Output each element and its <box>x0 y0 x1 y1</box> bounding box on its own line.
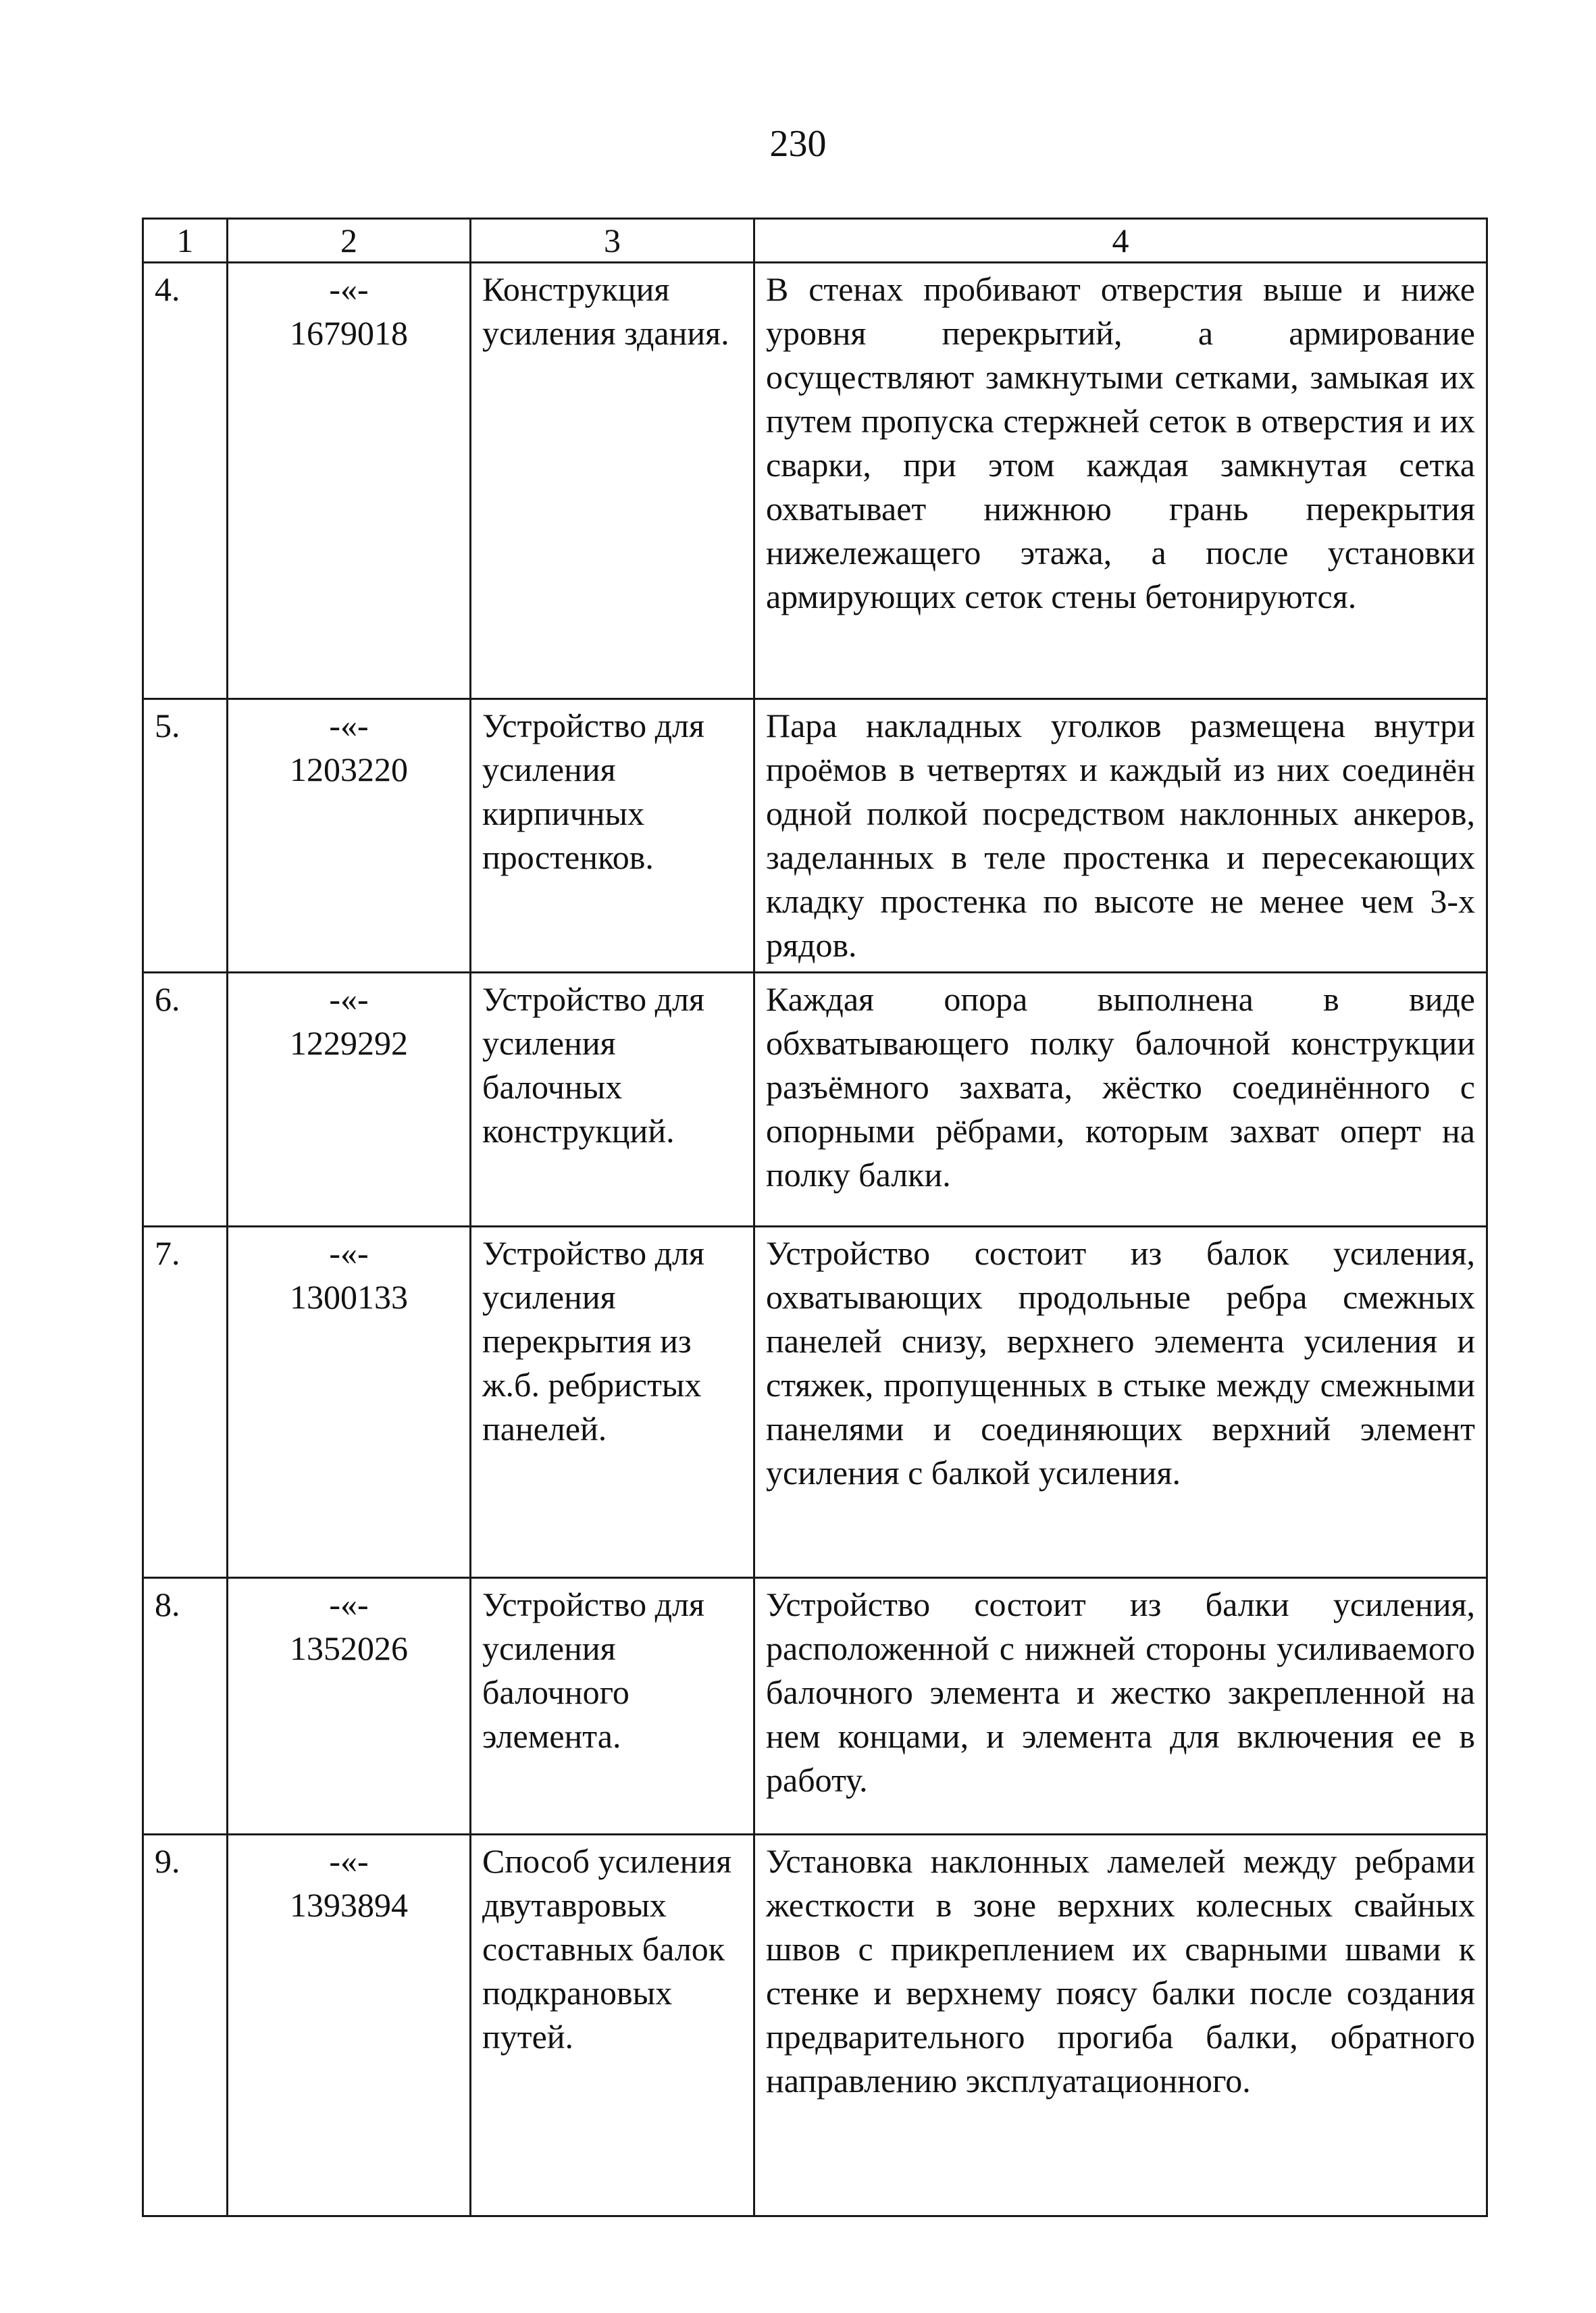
row-number: 7. <box>143 1227 228 1578</box>
invention-description: В стенах пробивают отверстия выше и ниже уровня перекрытий, а армирование осуществляют замкнутыми сетками, замыкая их путем пропуска стержней сеток в отверстия и их сварки, при этом каждая замкнутая сетка охватывает нижнюю грань перекрытия нижележащего этажа, а после установки армирующих сеток стены бетонируются. <box>754 263 1487 699</box>
row-number: 8. <box>143 1578 228 1835</box>
header-col-2: 2 <box>228 219 471 263</box>
table-row <box>143 1578 1487 1835</box>
invention-name: Устройство для усиления балочных конструкций. <box>471 973 754 1227</box>
header-col-4: 4 <box>754 219 1487 263</box>
patent-cell <box>228 1578 471 1835</box>
row-number: 6. <box>143 973 228 1227</box>
patent-cell <box>228 1835 471 2216</box>
invention-name: Способ усиления двутавровых составных балок подкрановых путей. <box>471 1835 754 2216</box>
row-number: 5. <box>143 699 228 973</box>
ditto-mark: -«- <box>329 1842 369 1880</box>
invention-name: Устройство для усиления балочного элемента. <box>471 1578 754 1835</box>
header-col-3: 3 <box>471 219 754 263</box>
table-row <box>143 263 1487 699</box>
table-row <box>143 1835 1487 2216</box>
patent-cell <box>228 1227 471 1578</box>
invention-name: Конструкция усиления здания. <box>471 263 754 699</box>
ditto-mark: -«- <box>329 270 369 308</box>
invention-description: Устройство состоит из балок усиления, охватывающих продольные ребра смежных панелей снизу, верхнего элемента усиления и стяжек, пропущенных в стыке между смежными панелями и соединяющих верхний элемент усиления с балкой усиления. <box>754 1227 1487 1578</box>
invention-description: Устройство состоит из балки усиления, расположенной с нижней стороны усиливаемого балочного элемента и жестко закрепленной на нем концами, и элемента для включения ее в работу. <box>754 1578 1487 1835</box>
invention-description: Установка наклонных ламелей между ребрами жесткости в зоне верхних колесных свайных швов с прикреплением их сварными швами к стенке и верхнему поясу балки после создания предварительного прогиба балки, обратного направлению эксплуатационного. <box>754 1835 1487 2216</box>
ditto-mark: -«- <box>329 980 369 1018</box>
row-number: 9. <box>143 1835 228 2216</box>
ditto-mark: -«- <box>329 707 369 744</box>
table-row <box>143 1227 1487 1578</box>
patent-number: 1352026 <box>290 1629 408 1667</box>
ditto-mark: -«- <box>329 1585 369 1623</box>
invention-name: Устройство для усиления кирпичных простенков. <box>471 699 754 973</box>
table-header-row <box>143 219 1487 263</box>
page-number: 230 <box>769 123 827 165</box>
table-row <box>143 699 1487 973</box>
invention-description: Пара накладных уголков размещена внутри проёмов в четвертях и каждый из них соединён одной полкой посредством наклонных анкеров, заделанных в теле простенка и пересекающих кладку простенка по высоте не менее чем 3-х рядов. <box>754 699 1487 973</box>
row-number: 4. <box>143 263 228 699</box>
invention-description: Каждая опора выполнена в виде обхватывающего полку балочной конструкции разъёмного захвата, жёстко соединённого с опорными рёбрами, которым захват оперт на полку балки. <box>754 973 1487 1227</box>
patent-cell <box>228 263 471 699</box>
patent-number: 1203220 <box>290 751 408 788</box>
patent-cell <box>228 973 471 1227</box>
invention-name: Устройство для усиления перекрытия из ж.б. ребристых панелей. <box>471 1227 754 1578</box>
patent-number: 1393894 <box>290 1886 408 1924</box>
patent-number: 1679018 <box>290 314 408 352</box>
header-col-1: 1 <box>143 219 228 263</box>
patent-number: 1229292 <box>290 1024 408 1062</box>
patent-cell <box>228 699 471 973</box>
ditto-mark: -«- <box>329 1234 369 1272</box>
patent-table <box>142 218 1488 2217</box>
table-row <box>143 973 1487 1227</box>
patent-number: 1300133 <box>290 1278 408 1316</box>
